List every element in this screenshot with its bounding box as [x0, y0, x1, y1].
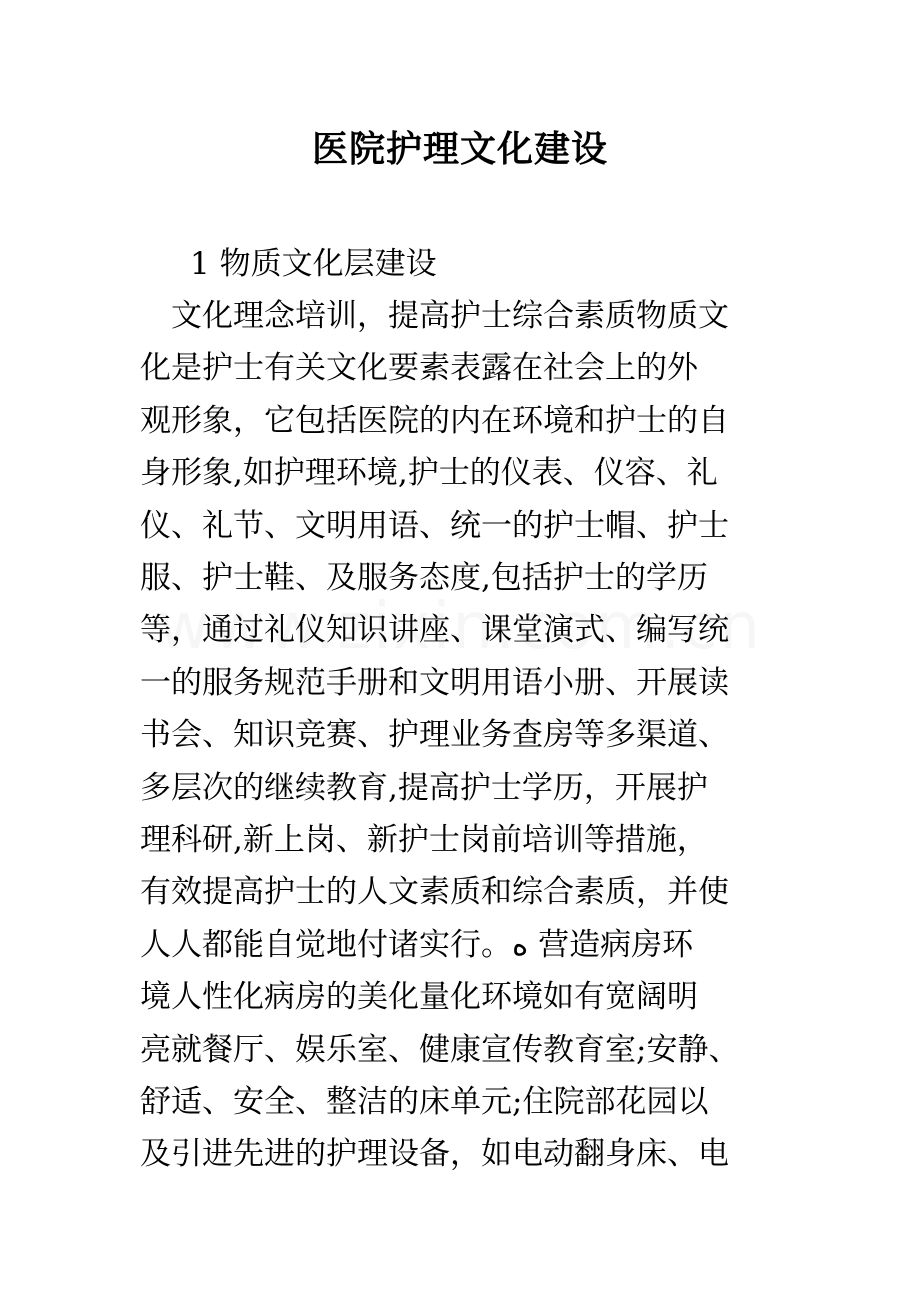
body-line: 服、护士鞋、及服务态度,包括护士的学历 [140, 560, 708, 596]
body-line: 化是护士有关文化要素表露在社会上的外 [140, 350, 698, 387]
section-heading: 1 物质文化层建设 [190, 246, 437, 282]
body-line: 仪、礼节、文明用语、统一的护士帽、护士 [140, 507, 729, 544]
document-title: 医院护理文化建设 [311, 128, 608, 170]
body-line: 观形象，它包括医院的内在环境和护士的自 [140, 402, 729, 439]
body-line: 文化理念培训，提高护士综合素质物质文 [140, 298, 729, 334]
body-line: 境人性化病房的美化量化环境如有宽阔明 [140, 979, 698, 1016]
body-line: 身形象,如护理环境,护士的仪表、仪容、礼 [140, 455, 718, 492]
body-line: 等，通过礼仪知识讲座、课堂演式、编写统 [140, 612, 729, 649]
body-line: 舒适、安全、整洁的床单元;住院部花园以 [140, 1084, 709, 1120]
body-line: 亮就餐厅、娱乐室、健康宣传教育室;安静、 [140, 1031, 740, 1068]
body-line: 有效提高护士的人文素质和综合素质，并使 [140, 874, 729, 911]
body-line: 及引进先进的护理设备，如电动翻身床、电 [140, 1136, 729, 1173]
body-line: 书会、知识竞赛、护理业务查房等多渠道、 [140, 717, 729, 754]
body-line: 理科研,新上岗、新护士岗前培训等措施， [140, 822, 708, 858]
body-line: 人人都能自觉地付诸实行。ﻩ 营造病房环 [140, 926, 694, 963]
body-line: 一的服务规范手册和文明用语小册、开展读 [140, 664, 729, 701]
body-line: 多层次的继续教育,提高护士学历，开展护 [140, 769, 708, 806]
